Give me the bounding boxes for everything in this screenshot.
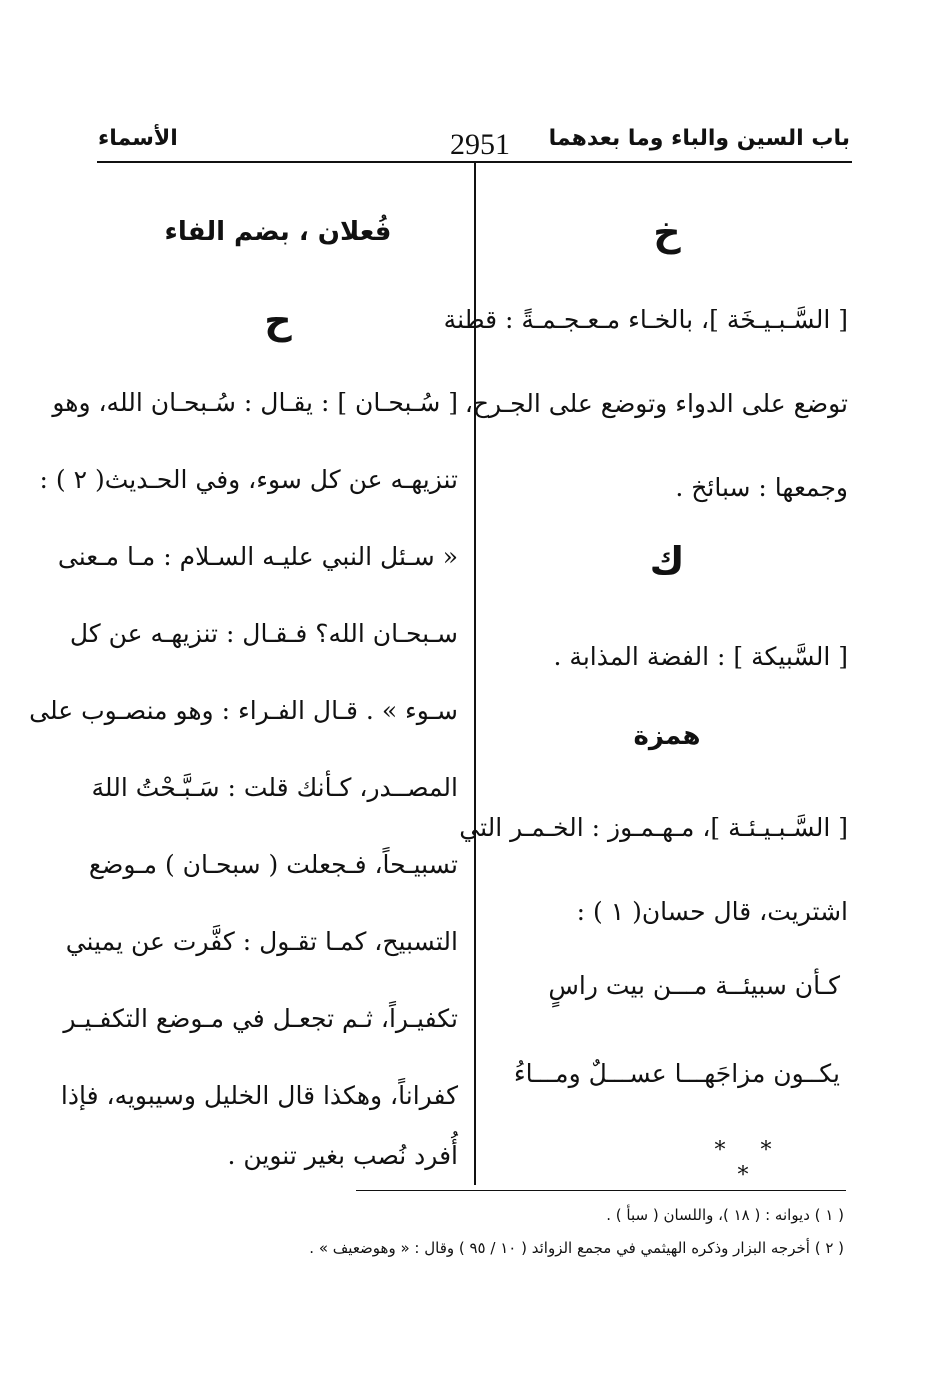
section-heading: فُعلان ، بضم الفاء [164,217,392,247]
entry-line: [ السَّـبـيـئـة ]، مـهـمـوز : الخـمـر التي [459,813,848,842]
entry-line: توضع على الدواء وتوضع على الجـرح، [464,389,848,418]
entry-line: [ السَّـبـيـخَة ]، بالخـاء مـعـجـمـةً : قطنة [443,305,848,334]
verse-line: يكــون مزاجَهـــا عســـلٌ ومـــاءُ [513,1059,840,1088]
entry-line: [ السَّبيكة ] : الفضة المذابة . [553,642,848,671]
entry-line: كفراناً، وهكذا قال الخليل وسيبويه، فإذا [60,1081,458,1110]
entry-line: سـوء » . قـال الفـراء : وهو منصـوب على [29,696,458,725]
entry-line: سـبحـان الله؟ فـقـال : تنزيهـه عن كل [69,619,458,648]
entry-line: المصــدر، كـأنك قلت : سَـبَّـحْتُ اللهَ [91,773,458,802]
entry-line: تكفيـراً، ثـم تجعـل في مـوضع التكفـيـر [63,1004,458,1033]
letter-heading-kaf: ك [649,539,685,583]
footnote: ( ٢ ) أخرجه البزار وذكره الهيثمي في مجمع الزوائد ( ١٠ / ٩٥ ) وقال : « وهوضعيف » . [309,1239,844,1257]
letter-heading-hamza: همزة [633,721,701,751]
section-title: الأسماء [98,126,178,151]
footnote: ( ١ ) ديوانه : ( ١٨ )، واللسان ( سبأ ) . [606,1206,844,1224]
page-number: 2951 [450,128,510,161]
entry-line: تسبيـحاً، فـجعلت ( سبحـان ) مـوضع [88,850,458,879]
entry-line: التسبيح، كمـا تقـول : كفَّرت عن يميني [65,927,458,956]
entry-line: اشتريت، قال حسان( ١ ) : [576,897,848,926]
entry-line: [ سُـبحـان ] : يقـال : سُـبحـان الله، وهو [52,388,458,417]
section-separator: * * * [714,1138,786,1188]
chapter-title: باب السين والباء وما بعدهما [548,126,850,151]
entry-line: وجمعها : سبائخ . [675,473,848,502]
entry-line: أُفرد نُصب بغير تنوين . [227,1141,458,1170]
entry-line: « سـئل النبي عليـه السـلام : مـا مـعنى [57,542,458,571]
letter-heading-kha: خ [653,210,681,254]
letter-heading-ha: ح [264,298,292,342]
footnote-rule [356,1190,846,1191]
entry-line: تنزيهـه عن كل سوء، وفي الحـديث( ٢ ) : [39,465,458,494]
verse-line: كـأن سبيئــة مـــن بيت راسٍ [548,971,840,1000]
